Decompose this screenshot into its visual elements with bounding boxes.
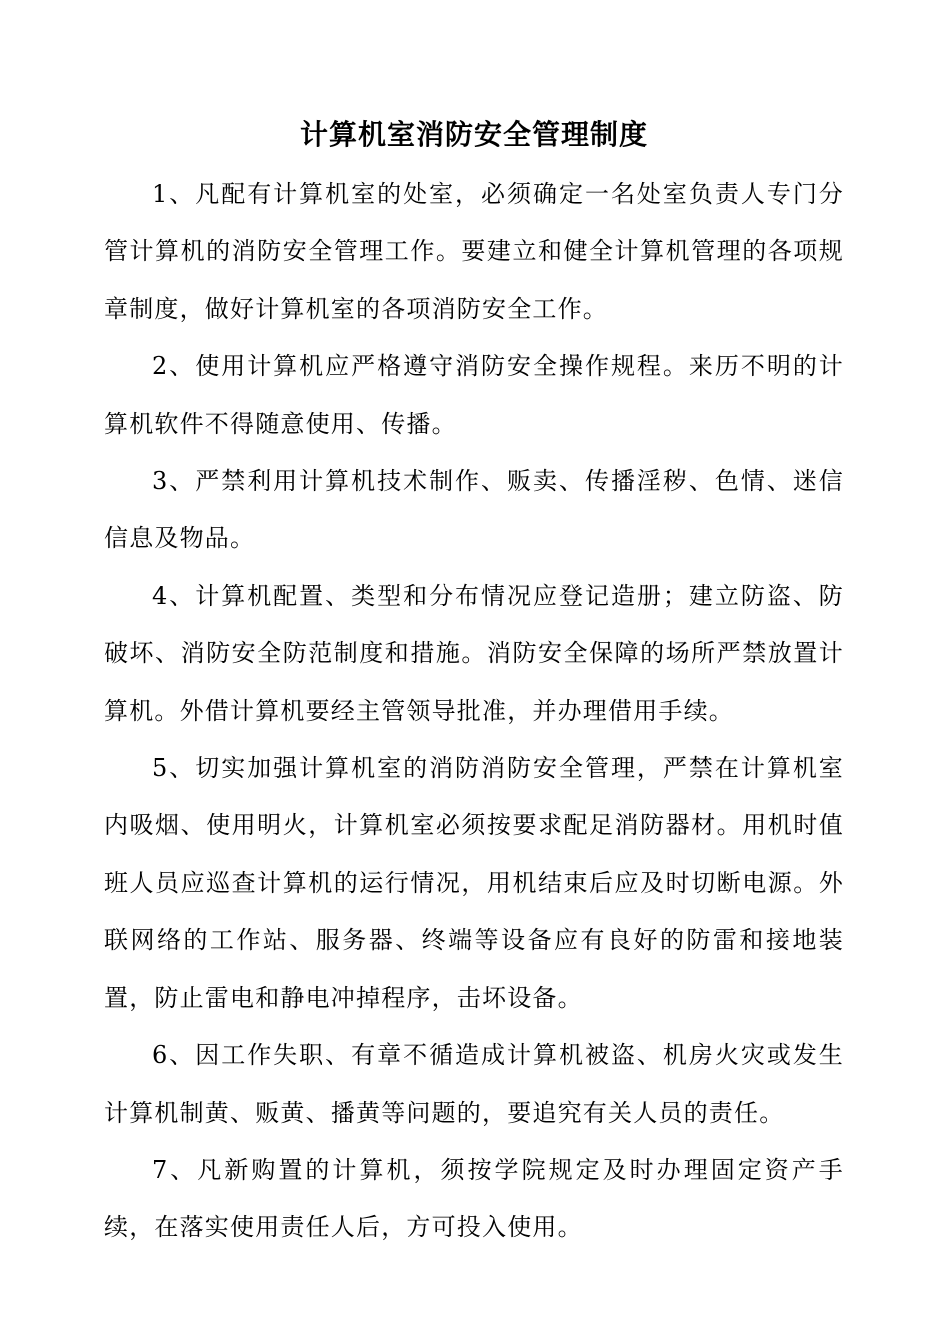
paragraph-2: 2、使用计算机应严格遵守消防安全操作规程。来历不明的计算机软件不得随意使用、传播。	[104, 352, 844, 438]
paragraph-5: 5、切实加强计算机室的消防消防安全管理，严禁在计算机室内吸烟、使用明火，计算机室必须按要求配足消防器材。用机时值班人员应巡查计算机的运行情况，用机结束后应及时切断电源。外联网络的工作站、服务器、终端等设备应有良好的防雷和接地装置，防止雷电和静电冲掉程序，击坏设备。	[104, 754, 844, 1012]
document-body	[104, 166, 844, 1257]
paragraph-6: 6、因工作失职、有章不循造成计算机被盗、机房火灾或发生计算机制黄、贩黄、播黄等问题的，要追究有关人员的责任。	[104, 1041, 844, 1127]
paragraph-4: 4、计算机配置、类型和分布情况应登记造册；建立防盗、防破坏、消防安全防范制度和措施。消防安全保障的场所严禁放置计算机。外借计算机要经主管领导批准，并办理借用手续。	[104, 581, 844, 725]
document-title: 计算机室消防安全管理制度	[299, 118, 648, 151]
paragraph-7: 7、凡新购置的计算机，须按学院规定及时办理固定资产手续，在落实使用责任人后，方可投入使用。	[104, 1155, 844, 1242]
paragraph-3: 3、严禁利用计算机技术制作、贩卖、传播淫秽、色情、迷信信息及物品。	[104, 467, 844, 553]
paragraph-1: 1、凡配有计算机室的处室，必须确定一名处室负责人专门分管计算机的消防安全管理工作。要建立和健全计算机管理的各项规章制度，做好计算机室的各项消防安全工作。	[104, 180, 844, 323]
